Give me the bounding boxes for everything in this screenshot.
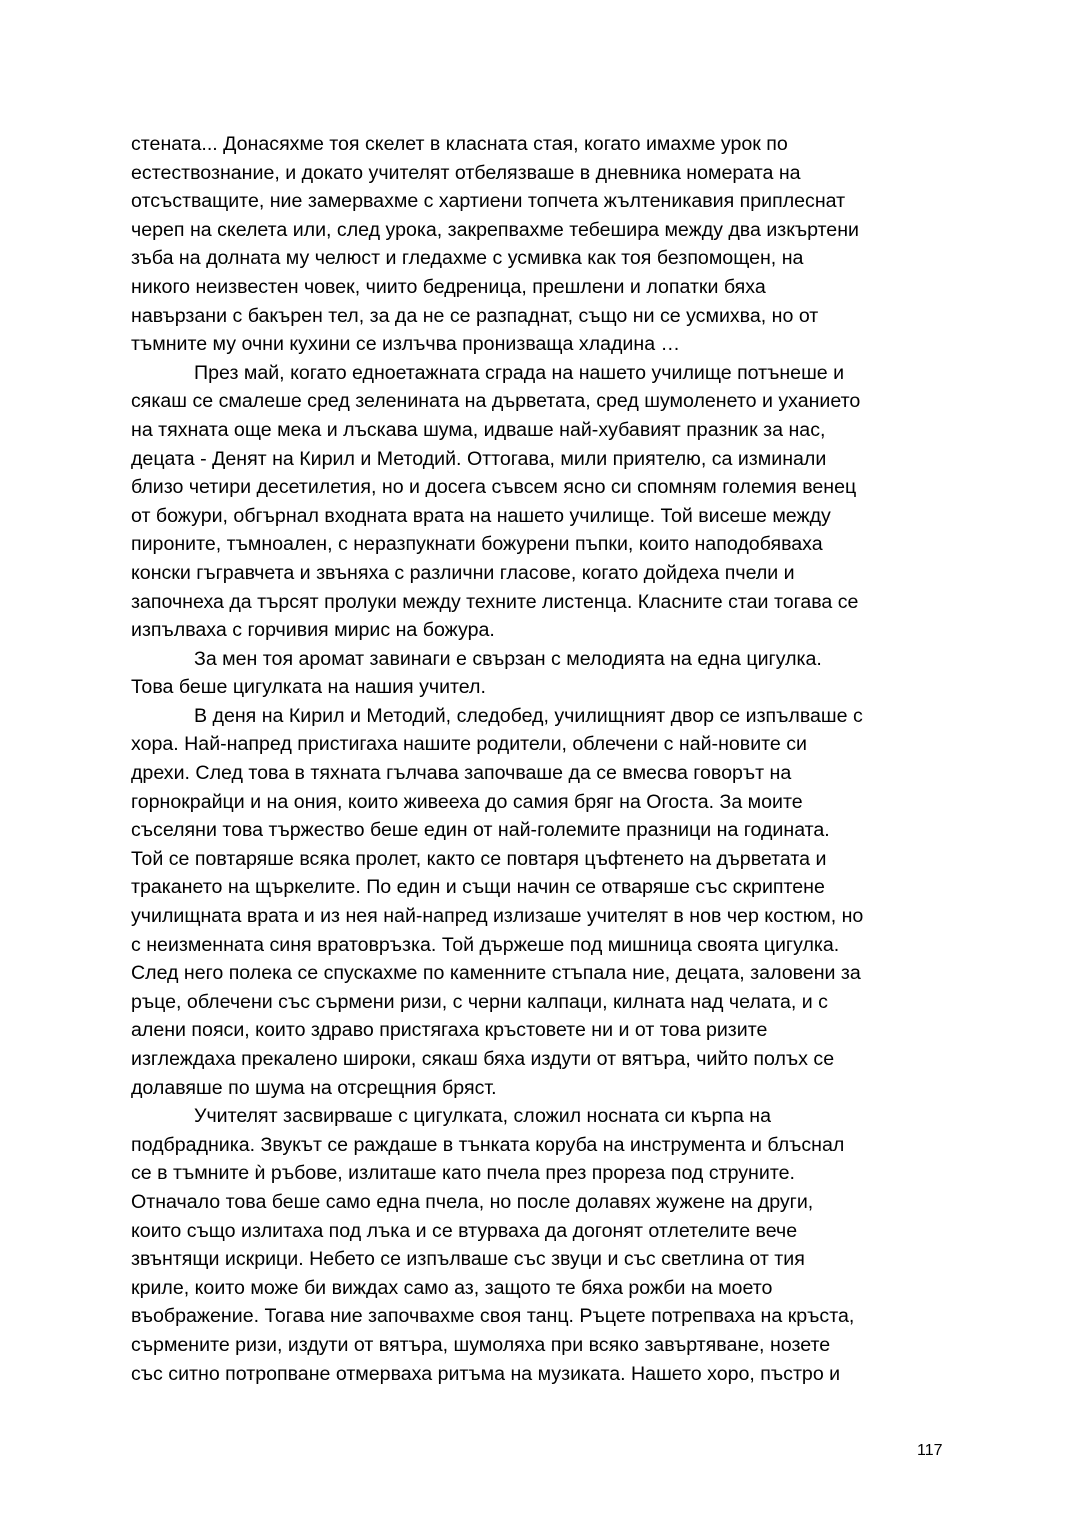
paragraph-1 <box>131 130 951 359</box>
page-number: 117 <box>917 1442 943 1459</box>
text-line: тъмните му очни кухини се излъчва пронизваща хладина … <box>131 333 681 356</box>
text-line: се в тъмните ѝ ръбове, излиташе като пчела през прореза под струните. <box>131 1162 795 1185</box>
text-line: които също излитаха под лъка и се втурваха да догонят отлетелите вече <box>131 1219 798 1242</box>
text-line: въображение. Тогава ние започвахме своя танц. Ръцете потрепваха на кръста, <box>131 1305 855 1328</box>
text-line: зъба на долната му челюст и гледахме с усмивка как тоя безпомощен, на <box>131 247 804 270</box>
text-line: През май, когато едноетажната сграда на нашето училище потънеше и <box>194 361 845 384</box>
text-line: децата - Денят на Кирил и Методий. Оттогава, мили приятелю, са изминали <box>131 447 827 470</box>
text-line: навързани с бакърен тел, за да не се разпаднат, също ни се усмихва, но от <box>131 304 819 327</box>
text-line: от божури, обгърнал входната врата на нашето училище. Той висеше между <box>131 504 831 527</box>
text-line: тракането на щъркелите. По един и същи начин се отваряше със скриптене <box>131 876 825 899</box>
text-line: изпълваха с горчивия мирис на божура. <box>131 619 495 642</box>
text-line: никого неизвестен човек, чиито бедреница, прешлени и лопатки бяха <box>131 275 766 298</box>
document-body <box>131 130 951 1388</box>
text-line: конски гъгравчета и звъняха с различни гласове, когато дойдеха пчели и <box>131 561 795 584</box>
text-line: сърмените ризи, издути от вятъра, шумоляха при всяко завъртяване, нозете <box>131 1333 831 1356</box>
text-line: След него полека се спускахме по каменните стъпала ние, децата, заловени за <box>131 962 861 985</box>
text-line: естествознание, и докато учителят отбелязваше в дневника номерата на <box>131 161 801 184</box>
text-line: Учителят засвирваше с цигулката, сложил носната си кърпа на <box>194 1105 772 1128</box>
text-line: В деня на Кирил и Методий, следобед, училищният двор се изпълваше с <box>194 704 863 727</box>
text-line: ръце, облечени със сърмени ризи, с черни калпаци, килната над челата, и с <box>131 990 828 1013</box>
text-line: Отначало това беше само една пчела, но после долавях жужене на други, <box>131 1190 814 1213</box>
text-line: стената... Донасяхме тоя скелет в класната стая, когато имахме урок по <box>131 133 788 155</box>
text-line: Това беше цигулката на нашия учител. <box>131 676 486 699</box>
text-line: със ситно потропване отмерваха ритъма на музиката. Нашето хоро, пъстро и <box>131 1362 841 1385</box>
text-line: звънтящи искрици. Небето се изпълваше със звуци и със светлина от тия <box>131 1248 805 1271</box>
text-line: започнеха да търсят пролуки между техните листенца. Класните стаи тогава се <box>131 590 859 613</box>
text-line: съселяни това тържество беше един от най-големите празници на годината. <box>131 819 830 842</box>
text-line: криле, които може би виждах само аз, защото те бяха рожби на моето <box>131 1276 773 1299</box>
paragraph-3 <box>131 645 951 702</box>
text-line: сякаш се смалеше сред зеленината на дърветата, сред шумоленето и уханието <box>131 390 861 413</box>
text-line: пироните, тъмноален, с неразпукнати божурени пъпки, които наподобяваха <box>131 533 823 556</box>
text-line: За мен тоя аромат завинаги е свързан с мелодията на една цигулка. <box>194 647 822 670</box>
text-line: с неизменната синя вратовръзка. Той държеше под мишница своята цигулка. <box>131 933 840 956</box>
paragraph-4 <box>131 702 951 1102</box>
paragraph-2 <box>131 359 951 645</box>
text-line: на тяхната още мека и лъскава шума, идваше най-хубавият празник за нас, <box>131 418 826 441</box>
text-line: отсъстващите, ние замервахме с хартиени топчета жълтеникавия приплеснат <box>131 190 846 213</box>
text-line: череп на скелета или, след урока, закрепвахме тебешира между два изкъртени <box>131 218 859 241</box>
text-line: дрехи. След това в тяхната гълчава започваше да се вмесва говорът на <box>131 762 792 785</box>
text-line: училищната врата и из нея най-напред излизаше учителят в нов чер костюм, но <box>131 905 864 928</box>
text-line: Той се повтаряше всяка пролет, както се повтаря цъфтенето на дърветата и <box>131 847 827 870</box>
paragraph-5 <box>131 1102 951 1388</box>
text-line: алени пояси, които здраво пристягаха кръстовете ни и от това ризите <box>131 1019 768 1042</box>
text-line: горнокрайци и на ония, които живееха до самия бряг на Огоста. За моите <box>131 790 803 813</box>
text-line: подбрадника. Звукът се раждаше в тънката коруба на инструмента и блъснал <box>131 1133 845 1156</box>
text-line: близо четири десетилетия, но и досега съвсем ясно си спомням големия венец <box>131 476 857 499</box>
text-line: хора. Най-напред пристигаха нашите родители, облечени с най-новите си <box>131 733 807 756</box>
text-line: изглеждаха прекалено широки, сякаш бяха издути от вятъра, чийто полъх се <box>131 1048 835 1070</box>
text-line: долавяше по шума на отсрещния бряст. <box>131 1076 497 1099</box>
